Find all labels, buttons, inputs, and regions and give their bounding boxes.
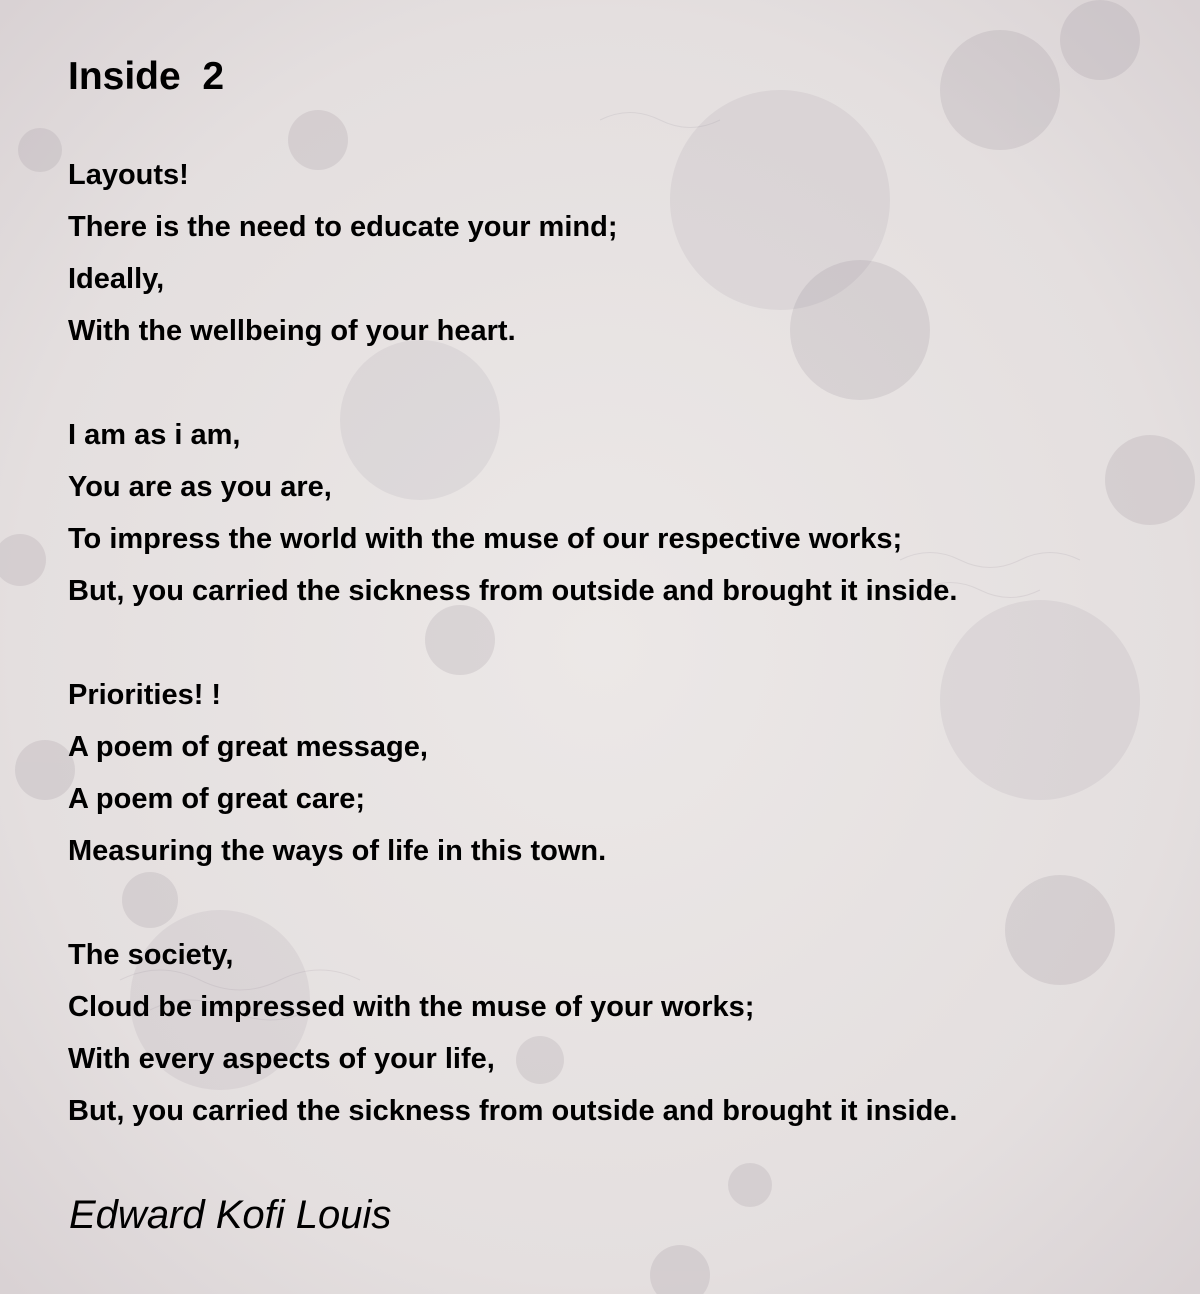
poem-line: Cloud be impressed with the muse of your works; xyxy=(68,991,755,1023)
poem-line: You are as you are, xyxy=(68,471,332,503)
poem-line: But, you carried the sickness from outside and brought it inside. xyxy=(68,1095,958,1127)
poem-line: Measuring the ways of life in this town. xyxy=(68,835,607,867)
stanza xyxy=(68,149,957,357)
poem-line: But, you carried the sickness from outside and brought it inside. xyxy=(68,575,958,607)
stanza xyxy=(68,929,957,1137)
poem-line: The society, xyxy=(68,939,234,971)
poem-body xyxy=(68,149,957,1137)
poem-line: To impress the world with the muse of our respective works; xyxy=(68,523,903,555)
poem-line: Layouts! xyxy=(68,159,189,191)
poem-line: A poem of great message, xyxy=(68,731,428,763)
poem-line: With the wellbeing of your heart. xyxy=(68,315,516,347)
poem-line: A poem of great care; xyxy=(68,783,366,815)
poem-title: Inside 2 xyxy=(68,55,225,98)
stanza-gap xyxy=(68,617,957,669)
poem-line: There is the need to educate your mind; xyxy=(68,211,618,243)
stanza-gap xyxy=(68,357,957,409)
poem-line: With every aspects of your life, xyxy=(68,1043,495,1075)
stanza xyxy=(68,409,957,617)
stanza xyxy=(68,669,957,877)
poem-line: I am as i am, xyxy=(68,419,241,451)
poem-line: Ideally, xyxy=(68,263,165,295)
poem-line: Priorities! ! xyxy=(68,679,222,711)
poem-author: Edward Kofi Louis xyxy=(69,1193,392,1237)
stanza-gap xyxy=(68,877,957,929)
